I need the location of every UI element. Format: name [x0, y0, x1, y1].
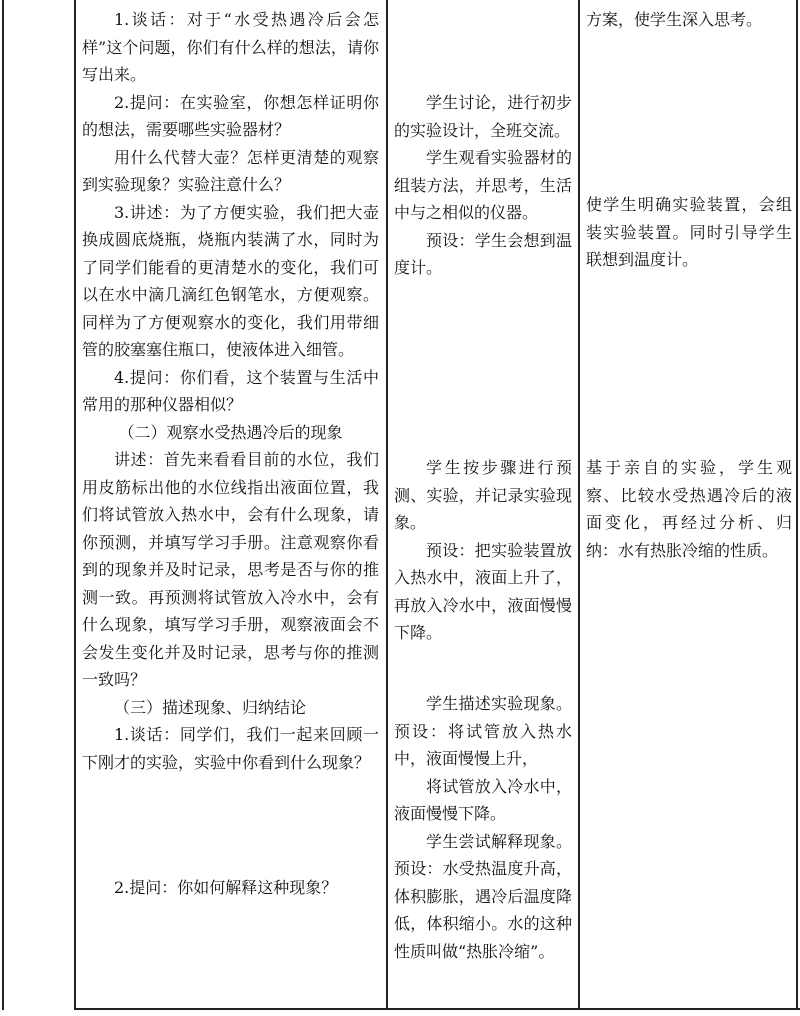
- student-describe: 学生描述实验现象。预设：将试管放入热水中，液面慢慢上升，: [394, 694, 572, 768]
- table-border-bottom: [74, 1008, 800, 1010]
- teacher-talk-review: 1.谈话：同学们，我们一起来回顾一下刚才的实验，实验中你看到什么现象？: [82, 725, 379, 772]
- student-predict: 学生按步骤进行预测、实验，并记录实验现象。: [394, 458, 572, 532]
- teacher-question-2: 2.提问：在实验室，你想怎样证明你的想法，需要哪些实验器材？: [82, 92, 379, 139]
- student-discuss: 学生讨论，进行初步的实验设计，全班交流。: [394, 93, 572, 140]
- table-border-col3: [578, 0, 580, 1010]
- table-border-col1: [74, 0, 76, 1010]
- teacher-talk-1: 1.谈话：对于“水受热遇冷后会怎样”这个问题，你们有什么样的想法，请你写出来。: [82, 10, 379, 84]
- table-border-right: [796, 0, 798, 1010]
- teacher-explain-3: 3.讲述：为了方便实验，我们把大壶换成圆底烧瓶，烧瓶内装满了水，同时为了同学们能看的更清楚水的变化，我们可以在水中滴几滴红色钢笔水，方便观察。同样为了方便观察水的变化，我们用带细管的胶塞塞住瓶口，使液体进入细管。: [82, 202, 379, 359]
- teacher-activity-cell: [82, 6, 379, 776]
- student-activity-2: [394, 454, 572, 647]
- student-describe-cold: 将试管放入冷水中，液面慢慢下降。: [394, 776, 572, 823]
- section-heading-2: （二）观察水受热遇冷后的现象: [118, 422, 343, 442]
- student-watch: 学生观看实验器材的组装方法，并思考，生活中与之相似的仪器。: [394, 148, 572, 222]
- teacher-question-explain: 2.提问：你如何解释这种现象？: [114, 878, 338, 897]
- teacher-question-4: 4.提问：你们看，这个装置与生活中常用的那种仪器相似？: [82, 367, 379, 414]
- student-activity-1: [394, 89, 572, 282]
- table-border-left: [2, 0, 4, 1010]
- student-preset-level: 预设：把实验装置放入热水中，液面上升了，再放入冷水中，液面慢慢下降。: [394, 540, 572, 642]
- student-preset-thermometer: 预设：学生会想到温度计。: [394, 230, 572, 277]
- intent-3: 基于亲自的实验，学生观察、比较水受热遇冷后的液面变化，再经过分析、归纳：水有热胀冷缩的性质。: [586, 458, 792, 560]
- student-activity-3: [394, 690, 572, 965]
- intent-1: 方案，使学生深入思考。: [586, 10, 763, 29]
- teacher-question-2-follow: 用什么代替大壶？怎样更清楚的观察到实验现象？实验注意什么？: [82, 147, 379, 194]
- section-heading-3: （三）描述现象、归纳结论: [114, 697, 307, 717]
- teacher-explain-observe: 讲述：首先来看看目前的水位，我们用皮筋标出他的水位线指出液面位置，我们将试管放入热水中，会有什么现象，请你预测，并填写学习手册。注意观察你看到的现象并及时记录，思考是否与你的推测一致。再预测将试管放入冷水中，会有什么现象，填写学习手册，观察液面会不会发生变化并及时记录，思考与你的推测一致吗？: [82, 450, 379, 689]
- student-explain: 学生尝试解释现象。预设：水受热温度升高，体积膨胀，遇冷后温度降低，体积缩小。水的这种性质叫做“热胀冷缩”。: [394, 831, 572, 961]
- table-border-col2: [386, 0, 388, 1010]
- intent-2: 使学生明确实验装置，会组装实验装置。同时引导学生联想到温度计。: [586, 195, 792, 269]
